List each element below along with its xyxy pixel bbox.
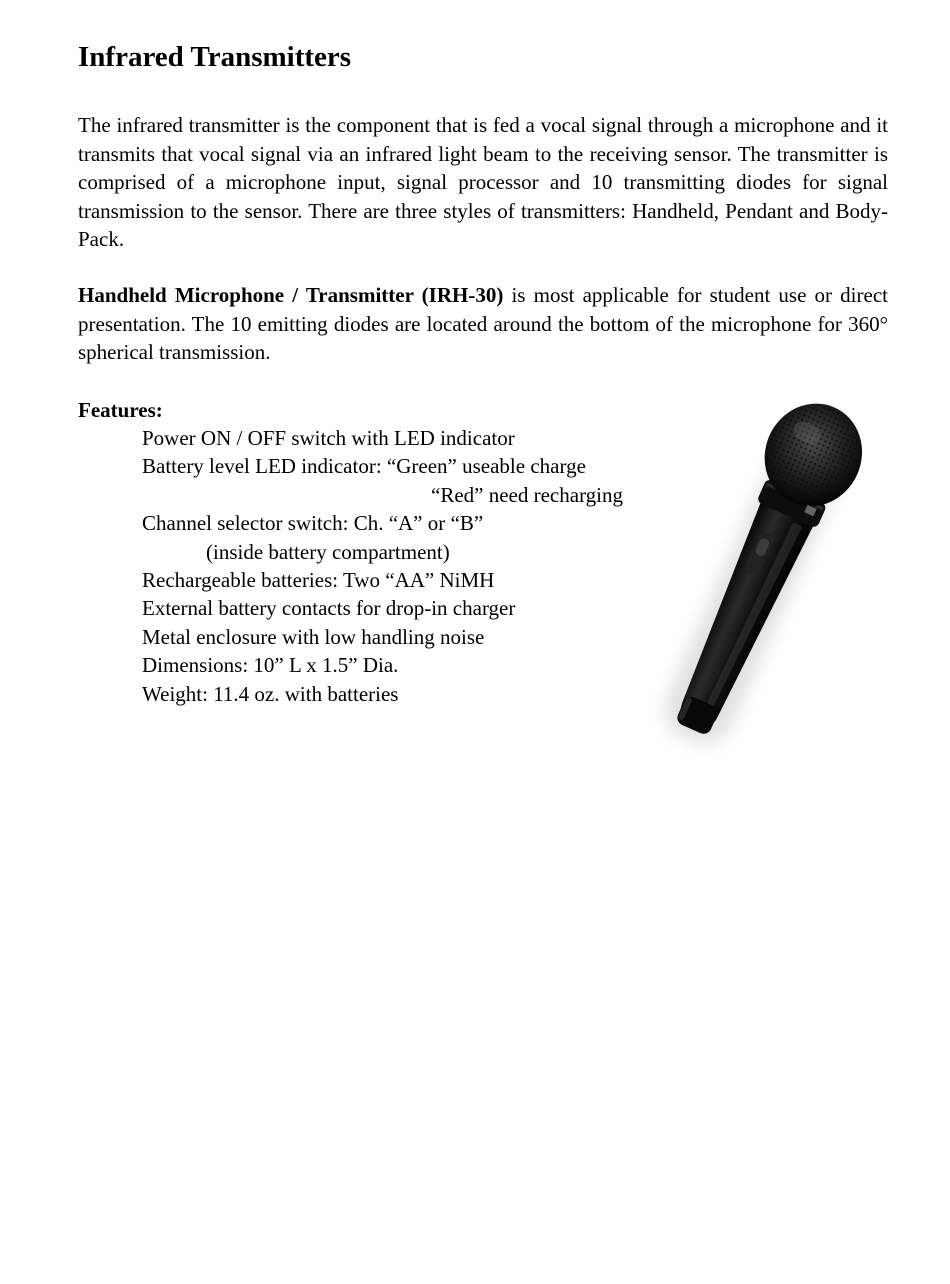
features-heading: Features: [78,398,163,422]
microphone-image [590,380,910,780]
handheld-description: is most applicable for student use or direct presentation. The 10 emitting diodes are located around the bottom of the microphone for 360° spherical transmission. [78,283,888,365]
features-list [142,424,623,708]
intro-paragraph: The infrared transmitter is the component that is fed a vocal signal through a microphone and it transmits that vocal signal via an infrared light beam to the receiving sensor. The transmitter is comprised of a microphone input, signal processor and 10 transmitting diodes for signal transmission to the sensor. There are three styles of transmitters: Handheld, Pendant and Body-Pack. [78,113,888,252]
feature-channel-note: (inside battery compartment) [206,539,450,564]
feature-weight: Weight: 11.4 oz. with batteries [142,681,399,706]
handheld-product-name: Handheld Microphone / Transmitter (IRH-30) [78,283,504,307]
handheld-paragraph [78,281,888,367]
feature-battery-red: “Red” need recharging [431,482,624,507]
feature-contacts: External battery contacts for drop-in charger [142,596,516,621]
page-title: Infrared Transmitters [78,41,352,73]
feature-batteries: Rechargeable batteries: Two “AA” NiMH [142,568,495,593]
feature-power: Power ON / OFF switch with LED indicator [142,426,515,450]
feature-channel: Channel selector switch: Ch. “A” or “B” [142,511,484,536]
feature-dimensions: Dimensions: 10” L x 1.5” Dia. [142,653,399,678]
feature-enclosure: Metal enclosure with low handling noise [142,624,485,649]
feature-battery-level: Battery level LED indicator: “Green” useable charge [142,454,586,479]
